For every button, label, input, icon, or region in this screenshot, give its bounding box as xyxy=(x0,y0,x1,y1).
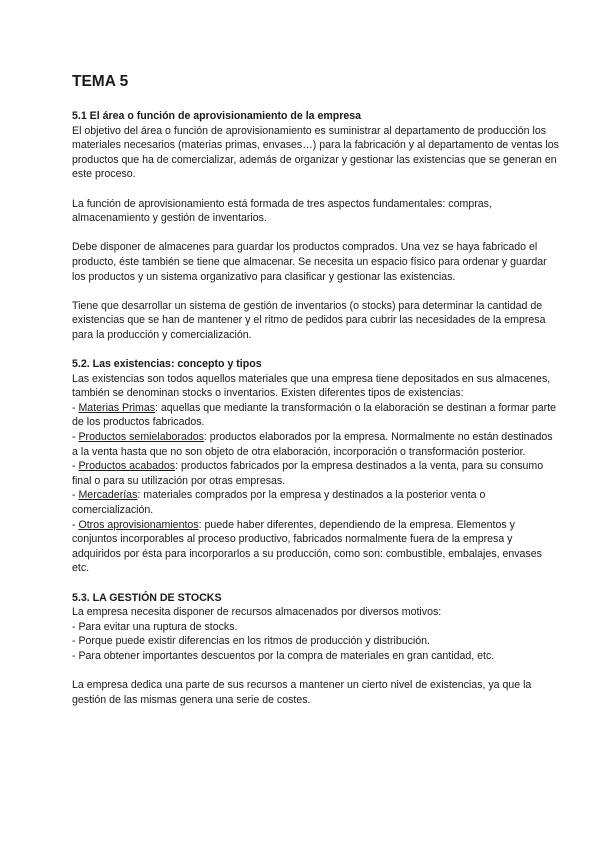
section-existencias xyxy=(72,357,560,591)
term-underlined: Otros aprovisionamientos xyxy=(78,518,199,531)
list-item: - Productos acabados: productos fabricados por la empresa destinados a la venta, para su consumo final o para su utilización por otras empresas. xyxy=(72,460,544,487)
term-description: : aquellas que mediante la transformación o la elaboración se destinan a formar parte de los productos fabricados. xyxy=(72,401,557,429)
page-title: TEMA 5 xyxy=(72,73,129,90)
term-underlined: Mercaderías xyxy=(78,489,138,502)
list-item: - Para evitar una ruptura de stocks. xyxy=(72,620,238,633)
list-item: - Mercaderías: materiales comprados por la empresa y destinados a la posterior venta o comercialización. xyxy=(72,489,486,517)
section-aprovisionamiento xyxy=(72,109,560,357)
list-item: - Porque puede existir diferencias en los ritmos de producción y distribución. xyxy=(72,635,431,648)
paragraph: La función de aprovisionamiento está formada de tres aspectos fundamentales: compras, almacenamiento y gestión de inventarios. xyxy=(72,197,492,225)
term-description: : productos elaborados por la empresa. Normalmente no están destinados a la venta hasta que no son objeto de otra elaboración, incorporación o transformación posterior. xyxy=(72,431,553,458)
paragraph: El objetivo del área o función de aprovisionamiento es suministrar al departamento de producción los materiales necesarios (materias primas, envases…) para la fabricación y al departamento de ventas los productos que ha de comercializar, además de organizar y gestionar las existencias que se generan en este proceso. xyxy=(72,124,559,181)
term-description: : productos fabricados por la empresa destinados a la venta, para su consumo final o para su utilización por otras empresas. xyxy=(72,460,544,487)
section-gestion-stocks xyxy=(72,591,560,708)
term-description: : puede haber diferentes, dependiendo de la empresa. Elementos y conjuntos incorporables al proceso productivo, fabricados normalmente fuera de la empresa y adquiridos por ésta para incorporarlos a su producción, como son: combustible, embalajes, envases etc. xyxy=(72,518,542,575)
term-underlined: Materias Primas xyxy=(78,401,156,414)
paragraph: Tiene que desarrollar un sistema de gestión de inventarios (o stocks) para determinar la cantidad de existencias que se han de mantener y el ritmo de pedidos para cubrir las necesidades de la empresa para la producción y comercialización. xyxy=(72,299,546,341)
section-heading-5-2: 5.2. Las existencias: concepto y tipos xyxy=(72,358,262,371)
term-underlined: Productos semielaborados xyxy=(78,431,204,444)
section-heading-5-3: 5.3. LA GESTIÓN DE STOCKS xyxy=(72,591,222,604)
paragraph: La empresa necesita disponer de recursos almacenados por diversos motivos: xyxy=(72,606,442,619)
paragraph: La empresa dedica una parte de sus recursos a mantener un cierto nivel de existencias, ya que la gestión de las mismas genera una serie de costes. xyxy=(72,679,532,706)
list-item: - Materias Primas: aquellas que mediante la transformación o la elaboración se destinan a formar parte de los productos fabricados. xyxy=(72,401,557,429)
list-item: - Para obtener importantes descuentos por la compra de materiales en gran cantidad, etc. xyxy=(72,649,495,662)
list-item: - Otros aprovisionamientos: puede haber diferentes, dependiendo de la empresa. Elementos y conjuntos incorporables al proceso productivo, fabricados normalmente fuera de la empresa y adquiridos por ésta para incorporarlos a su producción, como son: combustible, embalajes, envases etc. xyxy=(72,518,542,575)
list-item: - Productos semielaborados: productos elaborados por la empresa. Normalmente no están destinados a la venta hasta que no son objeto de otra elaboración, incorporación o transformación posterior. xyxy=(72,431,553,458)
term-underlined: Productos acabados xyxy=(78,460,176,473)
paragraph: Debe disponer de almacenes para guardar los productos comprados. Una vez se haya fabricado el producto, éste también se tiene que almacenar. Se necesita un espacio físico para ordenar y guardar los productos y un sistema organizativo para clasificar y gestionar las existencias. xyxy=(72,241,547,283)
section-heading-5-1: 5.1 El área o función de aprovisionamiento de la empresa xyxy=(72,110,362,122)
term-description: : materiales comprados por la empresa y destinados a la posterior venta o comercialización. xyxy=(72,489,486,517)
paragraph: Las existencias son todos aquellos materiales que una empresa tiene depositados en sus almacenes, también se denominan stocks o inventarios. Existen diferentes tipos de existencias: xyxy=(72,372,551,400)
